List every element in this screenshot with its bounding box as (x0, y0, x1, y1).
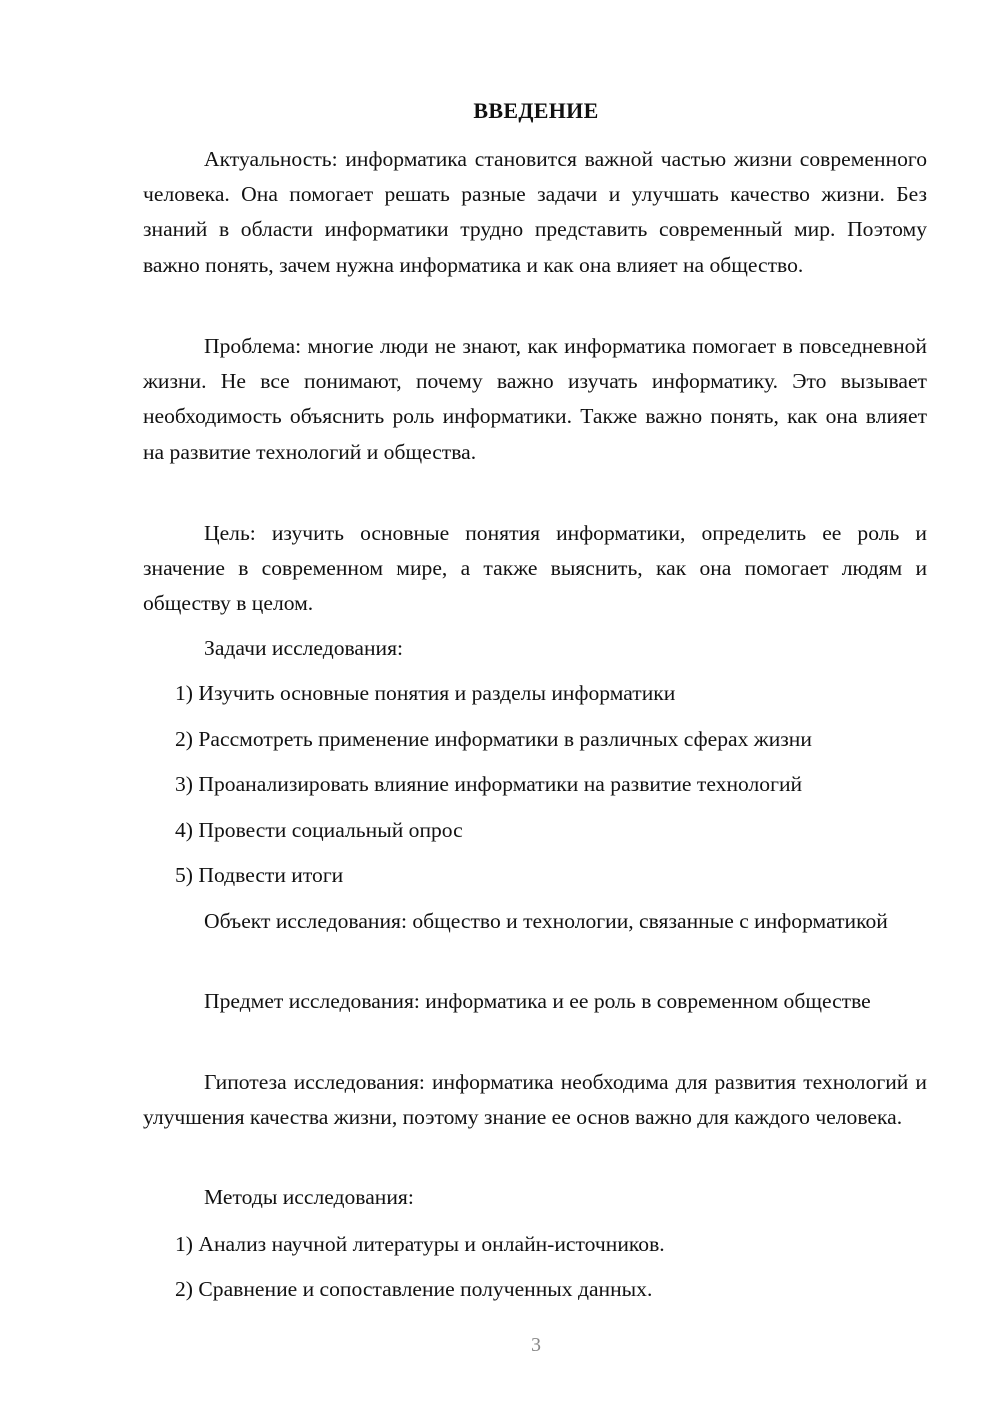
task-item: 3) Проанализировать влияние информатики на развитие технологий (175, 772, 803, 796)
methods-label: Методы исследования: (204, 1185, 414, 1209)
task-item: 1) Изучить основные понятия и разделы информатики (175, 681, 676, 705)
task-item: 5) Подвести итоги (175, 863, 344, 887)
page-number: 3 (531, 1334, 541, 1356)
object-paragraph: Объект исследования: общество и технологии, связанные с информатикой (204, 909, 888, 933)
method-item: 2) Сравнение и сопоставление полученных данных. (175, 1277, 653, 1301)
method-item: 1) Анализ научной литературы и онлайн-источников. (175, 1232, 665, 1256)
relevance-paragraph: Актуальность: информатика становится важной частью жизни современного человека. Она помогает решать разные задачи и улучшать качество жизни. Без знаний в области информатики трудно представить современный мир. Поэтому важно понять, зачем нужна информатика и как она влияет на общество. (143, 147, 927, 277)
task-item: 2) Рассмотреть применение информатики в различных сферах жизни (175, 727, 812, 751)
task-item: 4) Провести социальный опрос (175, 818, 463, 842)
hypothesis-paragraph: Гипотеза исследования: информатика необходима для развития технологий и улучшения качества жизни, поэтому знание ее основ важно для каждого человека. (143, 1070, 927, 1130)
goal-paragraph: Цель: изучить основные понятия информатики, определить ее роль и значение в современном мире, а также выяснить, как она помогает людям и обществу в целом. (143, 521, 927, 616)
section-heading: ВВЕДЕНИЕ (473, 98, 599, 123)
problem-paragraph: Проблема: многие люди не знают, как информатика помогает в повседневной жизни. Не все понимают, почему важно изучать информатику. Это вызывает необходимость объяснить роль информатики. Также важно понять, как она влияет на развитие технологий и общества. (143, 334, 927, 464)
tasks-label: Задачи исследования: (204, 636, 404, 660)
subject-paragraph: Предмет исследования: информатика и ее роль в современном обществе (204, 989, 871, 1013)
